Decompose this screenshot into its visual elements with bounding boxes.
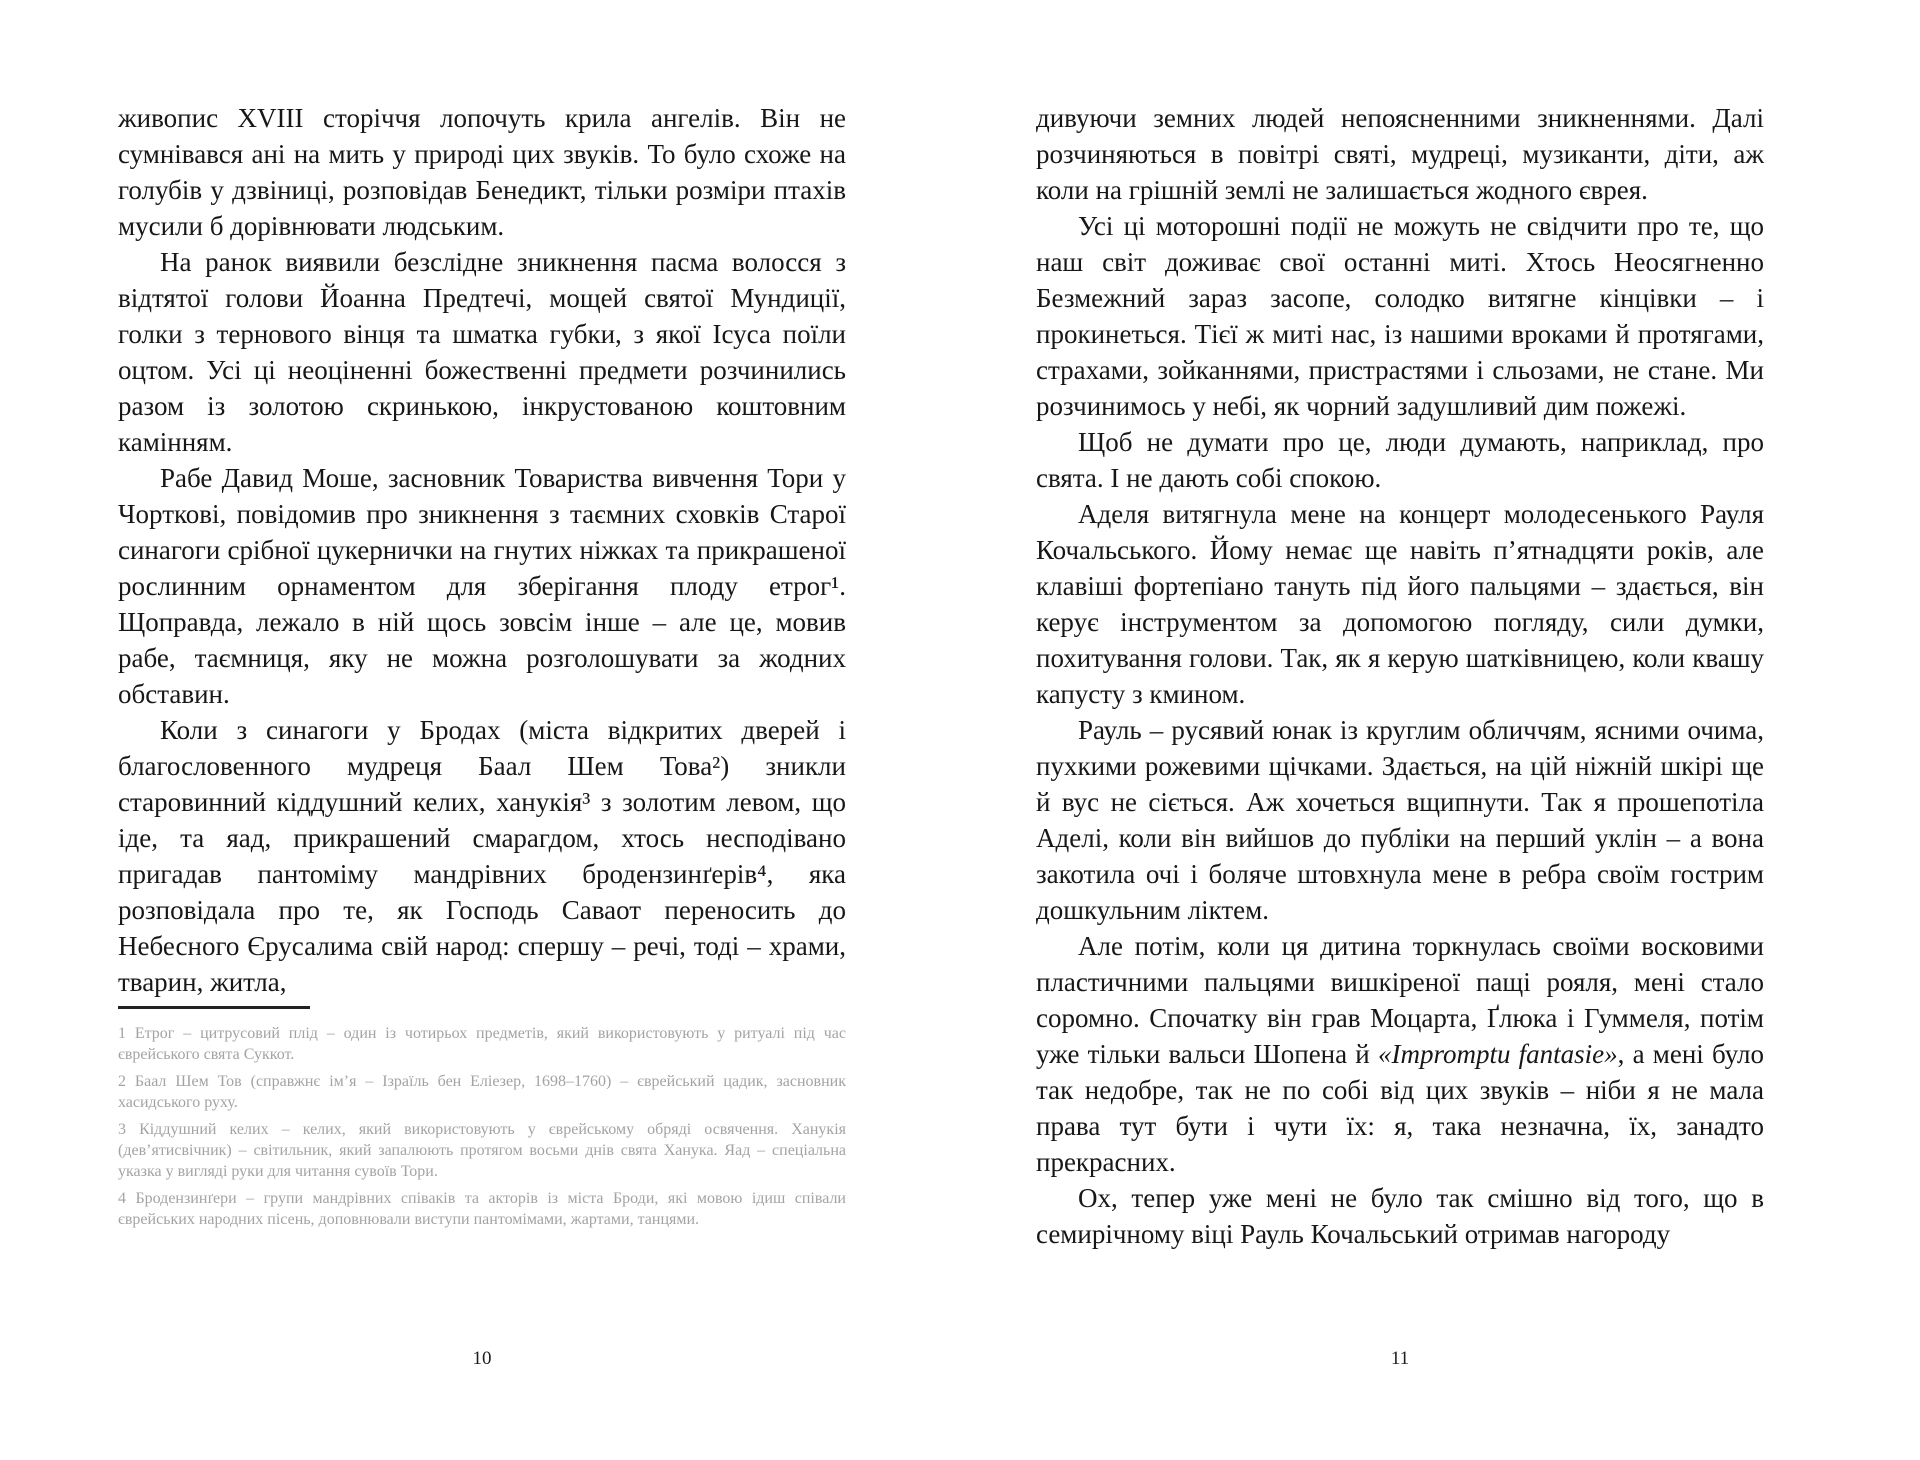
paragraph-text: , а мені було так недобре, так не по собі від цих звуків – ніби я не мала права тут бути і чути їх: я, така незначна, їх, занадто прекрасних. [1036, 1039, 1764, 1177]
paragraph: живопис XVIII сторіччя лопочуть крила ангелів. Він не сумнівався ані на мить у природі цих звуків. То було схоже на голубів у дзвіниці, розповідав Бенедикт, тільки розміри птахів мусили б дорівнювати людським. [118, 103, 846, 241]
footnotes-block [118, 1006, 846, 1236]
page-right-text [1036, 100, 1764, 1252]
paragraph-text: Але потім, коли ця дитина торкнулась своїми восковими пластичними пальцями вишкіреної пащі рояля, мені стало соромно. Спочатку він грав Моцарта, Ґлюка і Гуммеля, потім уже тільки вальси Шопена й [1036, 931, 1764, 1069]
page-number-right: 11 [1390, 1348, 1410, 1369]
paragraph [1036, 928, 1764, 1180]
page-number-left: 10 [472, 1348, 492, 1369]
paragraph: Ох, тепер уже мені не було так смішно від того, що в семирічному віці Рауль Кочальський отримав нагороду [1036, 1183, 1764, 1249]
paragraph: Щоб не думати про це, люди думають, наприклад, про свята. І не дають собі спокою. [1036, 427, 1764, 493]
footnote-separator [118, 1006, 310, 1009]
paragraph: Рауль – русявий юнак із круглим обличчям, ясними очима, пухкими рожевими щічками. Здається, на цій ніжній шкірі ще й вус не сіється. Аж хочеться вщипнути. Так я прошепотіла Аделі, коли він вийшов до публіки на перший уклін – а вона закотила очі і боляче штовхнула мене в ребра своїм гострим дошкульним ліктем. [1036, 715, 1764, 925]
paragraph: Рабе Давид Моше, засновник Товариства вивчення Тори у Чорткові, повідомив про зникнення з таємних сховків Старої синагоги срібної цукернички на гнутих ніжках та прикрашеної рослинним орнаментом для зберігання плоду етрог¹. Щоправда, лежало в ній щось зовсім інше – але це, мовив рабе, таємниця, яку не можна розголошувати за жодних обставин. [118, 463, 846, 709]
footnote: 3 Кіддушний келих – келих, який використовують у єврейському обряді освячення. Ханукія (дев’ятисвічник) – світильник, який запалюють протягом восьми днів свята Ханука. Яад – спеціальна указка у вигляді руки для читання сувоїв Тори. [118, 1121, 846, 1180]
paragraph: дивуючи земних людей непоясненними зникненнями. Далі розчиняються в повітрі святі, мудреці, музиканти, діти, аж коли на грішній землі не залишається жодного єврея. [1036, 103, 1764, 205]
footnote: 2 Баал Шем Тов (справжнє ім’я – Ізраїль бен Еліезер, 1698–1760) – єврейський цадик, засновник хасидського руху. [118, 1073, 846, 1111]
paragraph: Усі ці моторошні події не можуть не свідчити про те, що наш світ доживає свої останні миті. Хтось Неосягненно Безмежний зараз засопе, солодко витягне кінцівки – і прокинеться. Тієї ж миті нас, із нашими вроками й протягами, страхами, зойканнями, пристрастями і сльозами, не стане. Ми розчинимось у небі, як чорний задушливий дим пожежі. [1036, 211, 1764, 421]
paragraph: Коли з синагоги у Бродах (міста відкритих дверей і благословенного мудреця Баал Шем Това²) зникли старовинний кіддушний келих, ханукія³ з золотим левом, що іде, та яад, прикрашений смарагдом, хтось несподівано пригадав пантоміму мандрівних бродензинґерів⁴, яка розповідала про те, як Господь Саваот переносить до Небесного Єрусалима свій народ: спершу – речі, тоді – храми, тварин, житла, [118, 715, 846, 997]
paragraph: Аделя витягнула мене на концерт молодесенького Рауля Кочальського. Йому немає ще навіть п’ятнадцяти років, але клавіші фортепіано тануть під його пальцями – здається, він керує інструментом за допомогою погляду, сили думки, похитування голови. Так, як я керую шатківницею, коли квашу капусту з кмином. [1036, 499, 1764, 709]
italic-work-title: «Impromptu fantasie» [1377, 1039, 1618, 1069]
page-left-text [118, 100, 846, 1000]
footnote: 4 Бродензинґери – групи мандрівних співаків та акторів із міста Броди, які мовою ідиш співали єврейських народних пісень, доповнювали виступи пантомімами, жартами, танцями. [118, 1190, 846, 1228]
footnote: 1 Етрог – цитрусовий плід – один із чотирьох предметів, який використовують у ритуалі під час єврейського свята Суккот. [118, 1025, 846, 1063]
paragraph: На ранок виявили безслідне зникнення пасма волосся з відтятої голови Йоанна Предтечі, мощей святої Мундиції, голки з тернового вінця та шматка губки, з якої Ісуса поїли оцтом. Усі ці неоціненні божественні предмети розчинились разом із золотою скринькою, інкрустованою коштовним камінням. [118, 247, 846, 457]
